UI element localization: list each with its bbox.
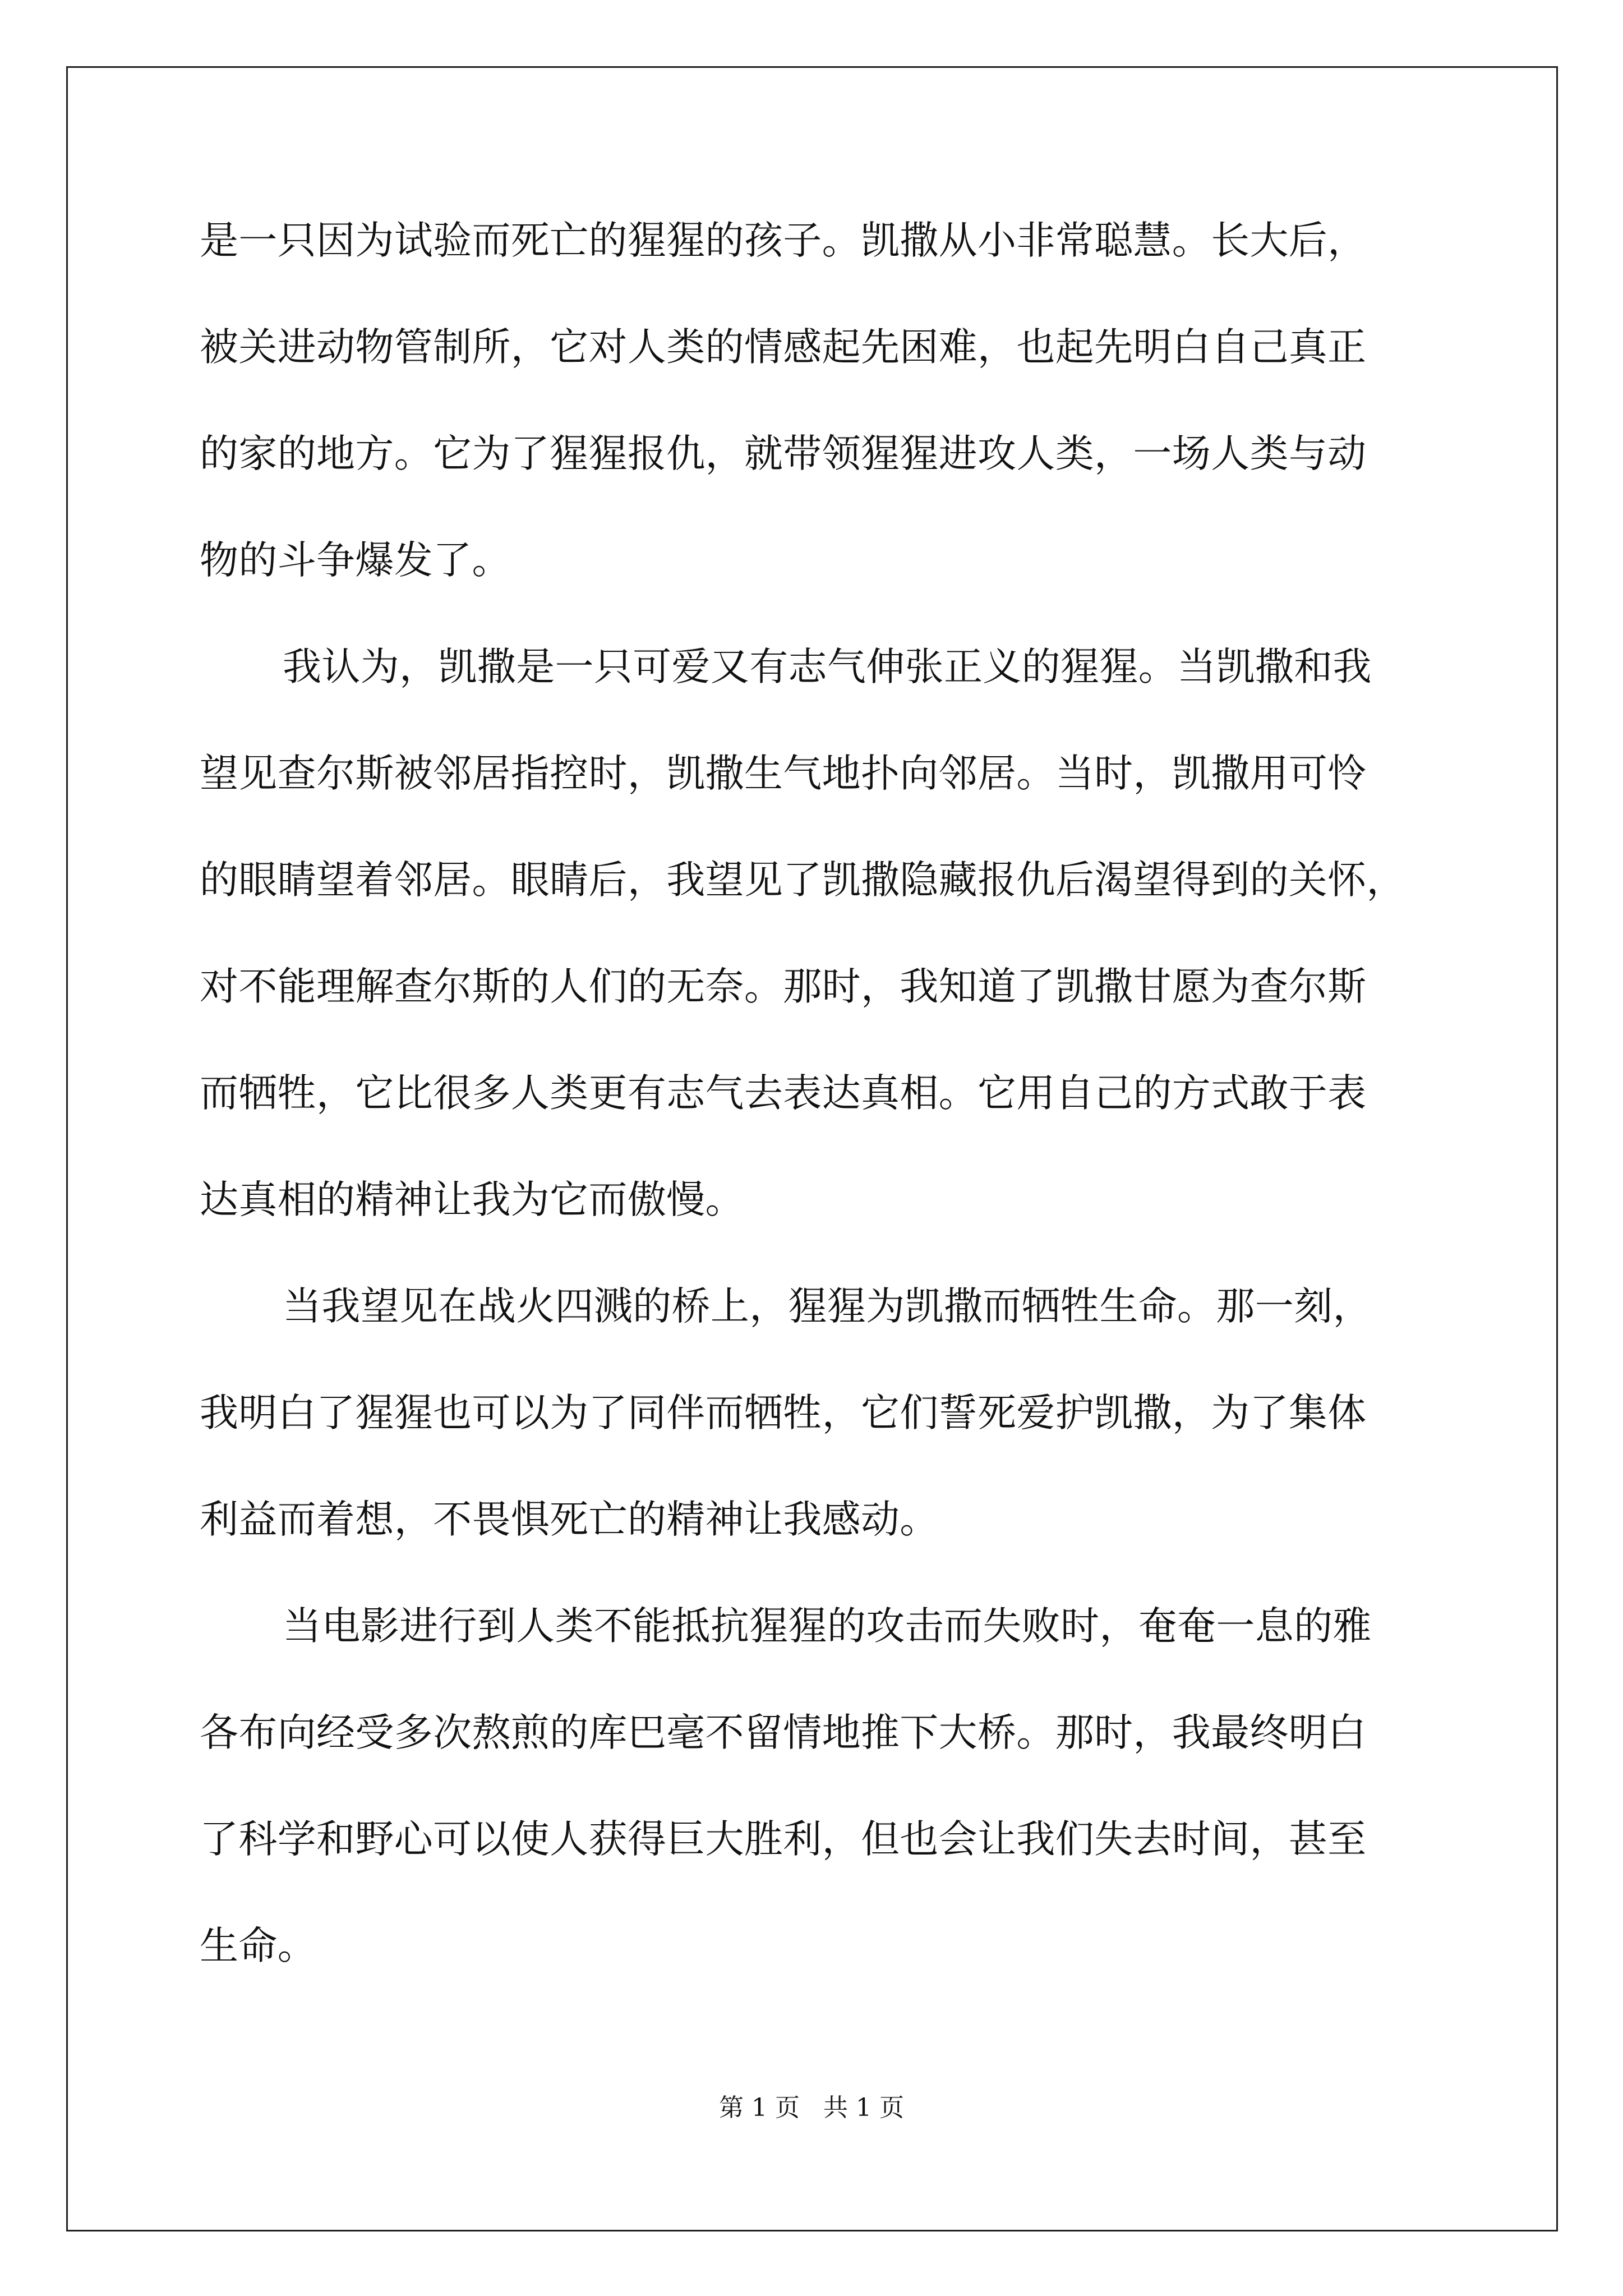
text-line: 我明白了猩猩也可以为了同伴而牺牲，它们誓死爱护凯撒，为了集体 [200,1391,1367,1435]
text-line: 望见查尔斯被邻居指控时，凯撒生气地扑向邻居。当时，凯撒用可怜 [200,751,1367,796]
text-line: 利益而着想，不畏惧死亡的精神让我感动。 [200,1497,939,1542]
page-number-footer: 第 1 页 共 1 页 [719,2093,904,2122]
text-line: 的家的地方。它为了猩猩报仇，就带领猩猩进攻人类，一场人类与动 [200,431,1367,476]
text-line: 物的斗争爆发了。 [200,538,511,583]
text-line: 的眼睛望着邻居。眼睛后，我望见了凯撒隐藏报仇后渴望得到的关怀， [200,858,1405,903]
text-line: 各布向经受多次熬煎的库巴毫不留情地推下大桥。那时，我最终明白 [200,1710,1367,1755]
paragraph-first-line: 我认为，凯撒是一只可爱又有志气伸张正义的猩猩。当凯撒和我 [283,645,1372,689]
document-body [200,219,1433,2031]
text-line: 而牺牲，它比很多人类更有志气去表达真相。它用自己的方式敢于表 [200,1071,1367,1116]
text-line: 被关进动物管制所，它对人类的情感起先困难，也起先明白自己真正 [200,325,1367,370]
text-line: 了科学和野心可以使人获得巨大胜利，但也会让我们失去时间，甚至 [200,1817,1367,1862]
text-line: 是一只因为试验而死亡的猩猩的孩子。凯撒从小非常聪慧。长大后， [200,218,1367,263]
text-line: 生命。 [200,1924,317,1968]
paragraph-first-line: 当电影进行到人类不能抵抗猩猩的攻击而失败时，奄奄一息的雅 [283,1604,1372,1649]
paragraph-first-line: 当我望见在战火四溅的桥上，猩猩为凯撒而牺牲生命。那一刻， [283,1284,1372,1329]
text-line: 对不能理解查尔斯的人们的无奈。那时，我知道了凯撒甘愿为查尔斯 [200,964,1367,1009]
text-line: 达真相的精神让我为它而傲慢。 [200,1177,744,1222]
